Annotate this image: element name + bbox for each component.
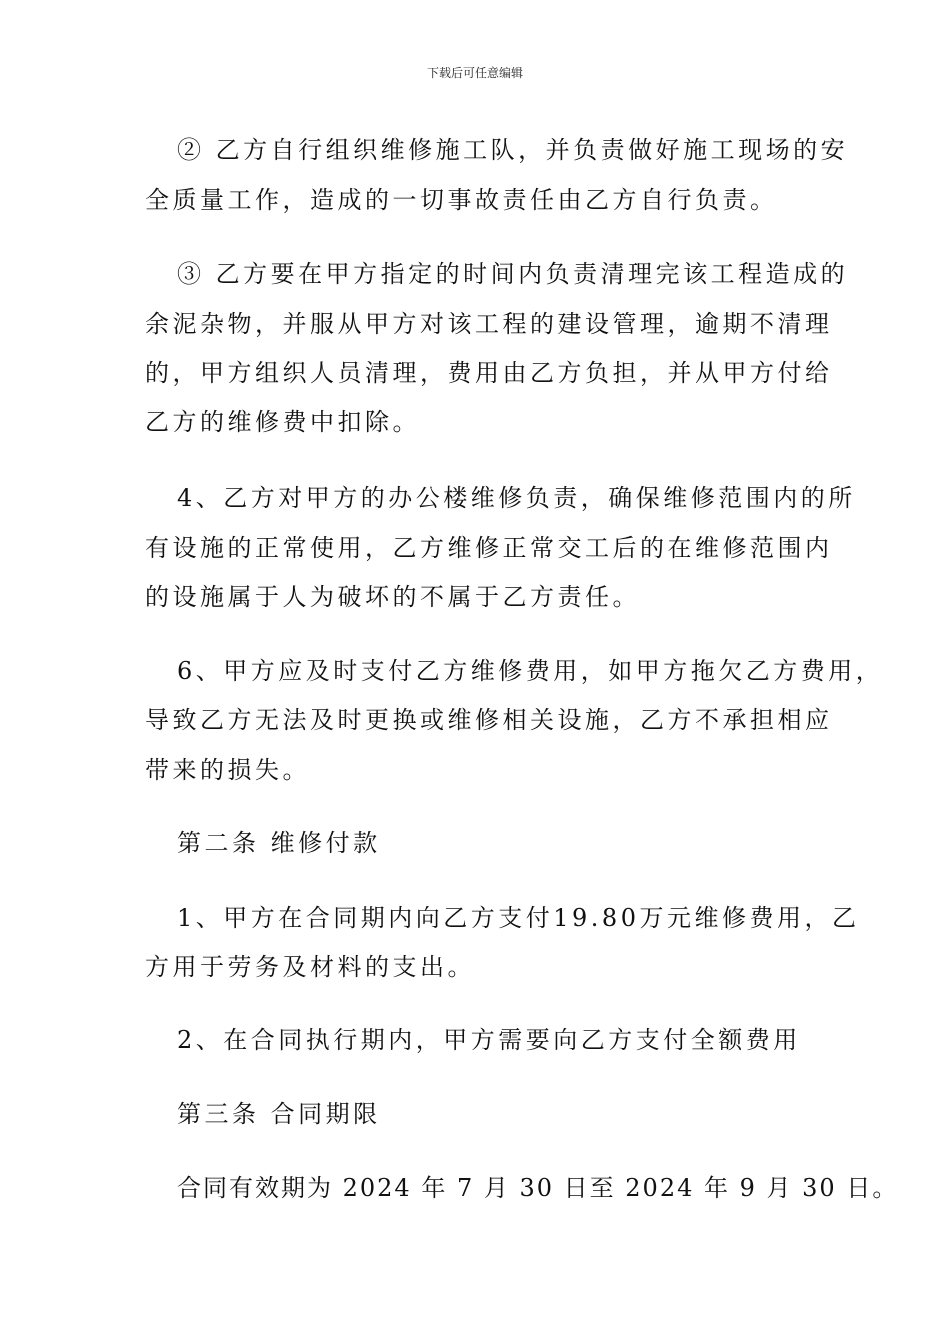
- section-heading: 第三条 合同期限: [177, 1100, 381, 1128]
- text-line: 2、在合同执行期内，甲方需要向乙方支付全额费用: [177, 1026, 801, 1054]
- text-line: ③ 乙方要在甲方指定的时间内负责清理完该工程造成的: [177, 260, 849, 288]
- text-line: 的设施属于人为破坏的不属于乙方责任。: [145, 583, 640, 611]
- text-line: 合同有效期为 2024 年 7 月 30 日至 2024 年 9 月 30 日。: [177, 1174, 899, 1202]
- text-line: 乙方的维修费中扣除。: [145, 408, 420, 436]
- page-header: 下载后可任意编辑: [426, 66, 523, 80]
- text-line: 导致乙方无法及时更换或维修相关设施，乙方不承担相应: [145, 706, 833, 734]
- text-line: 的，甲方组织人员清理，费用由乙方负担，并从甲方付给: [145, 359, 833, 387]
- text-line: 6、甲方应及时支付乙方维修费用，如甲方拖欠乙方费用，: [177, 657, 884, 685]
- text-line: 4、乙方对甲方的办公楼维修负责，确保维修范围内的所: [177, 484, 856, 512]
- text-line: 全质量工作，造成的一切事故责任由乙方自行负责。: [145, 186, 778, 214]
- text-line: 方用于劳务及材料的支出。: [145, 953, 475, 981]
- text-line: 带来的损失。: [145, 756, 310, 784]
- text-line: 1、甲方在合同期内向乙方支付19.80万元维修费用，乙: [177, 904, 860, 932]
- text-line: 有设施的正常使用，乙方维修正常交工后的在维修范围内: [145, 534, 833, 562]
- text-line: 余泥杂物，并服从甲方对该工程的建设管理，逾期不清理: [145, 310, 833, 338]
- section-heading: 第二条 维修付款: [177, 829, 381, 857]
- text-line: ② 乙方自行组织维修施工队，并负责做好施工现场的安: [177, 136, 849, 164]
